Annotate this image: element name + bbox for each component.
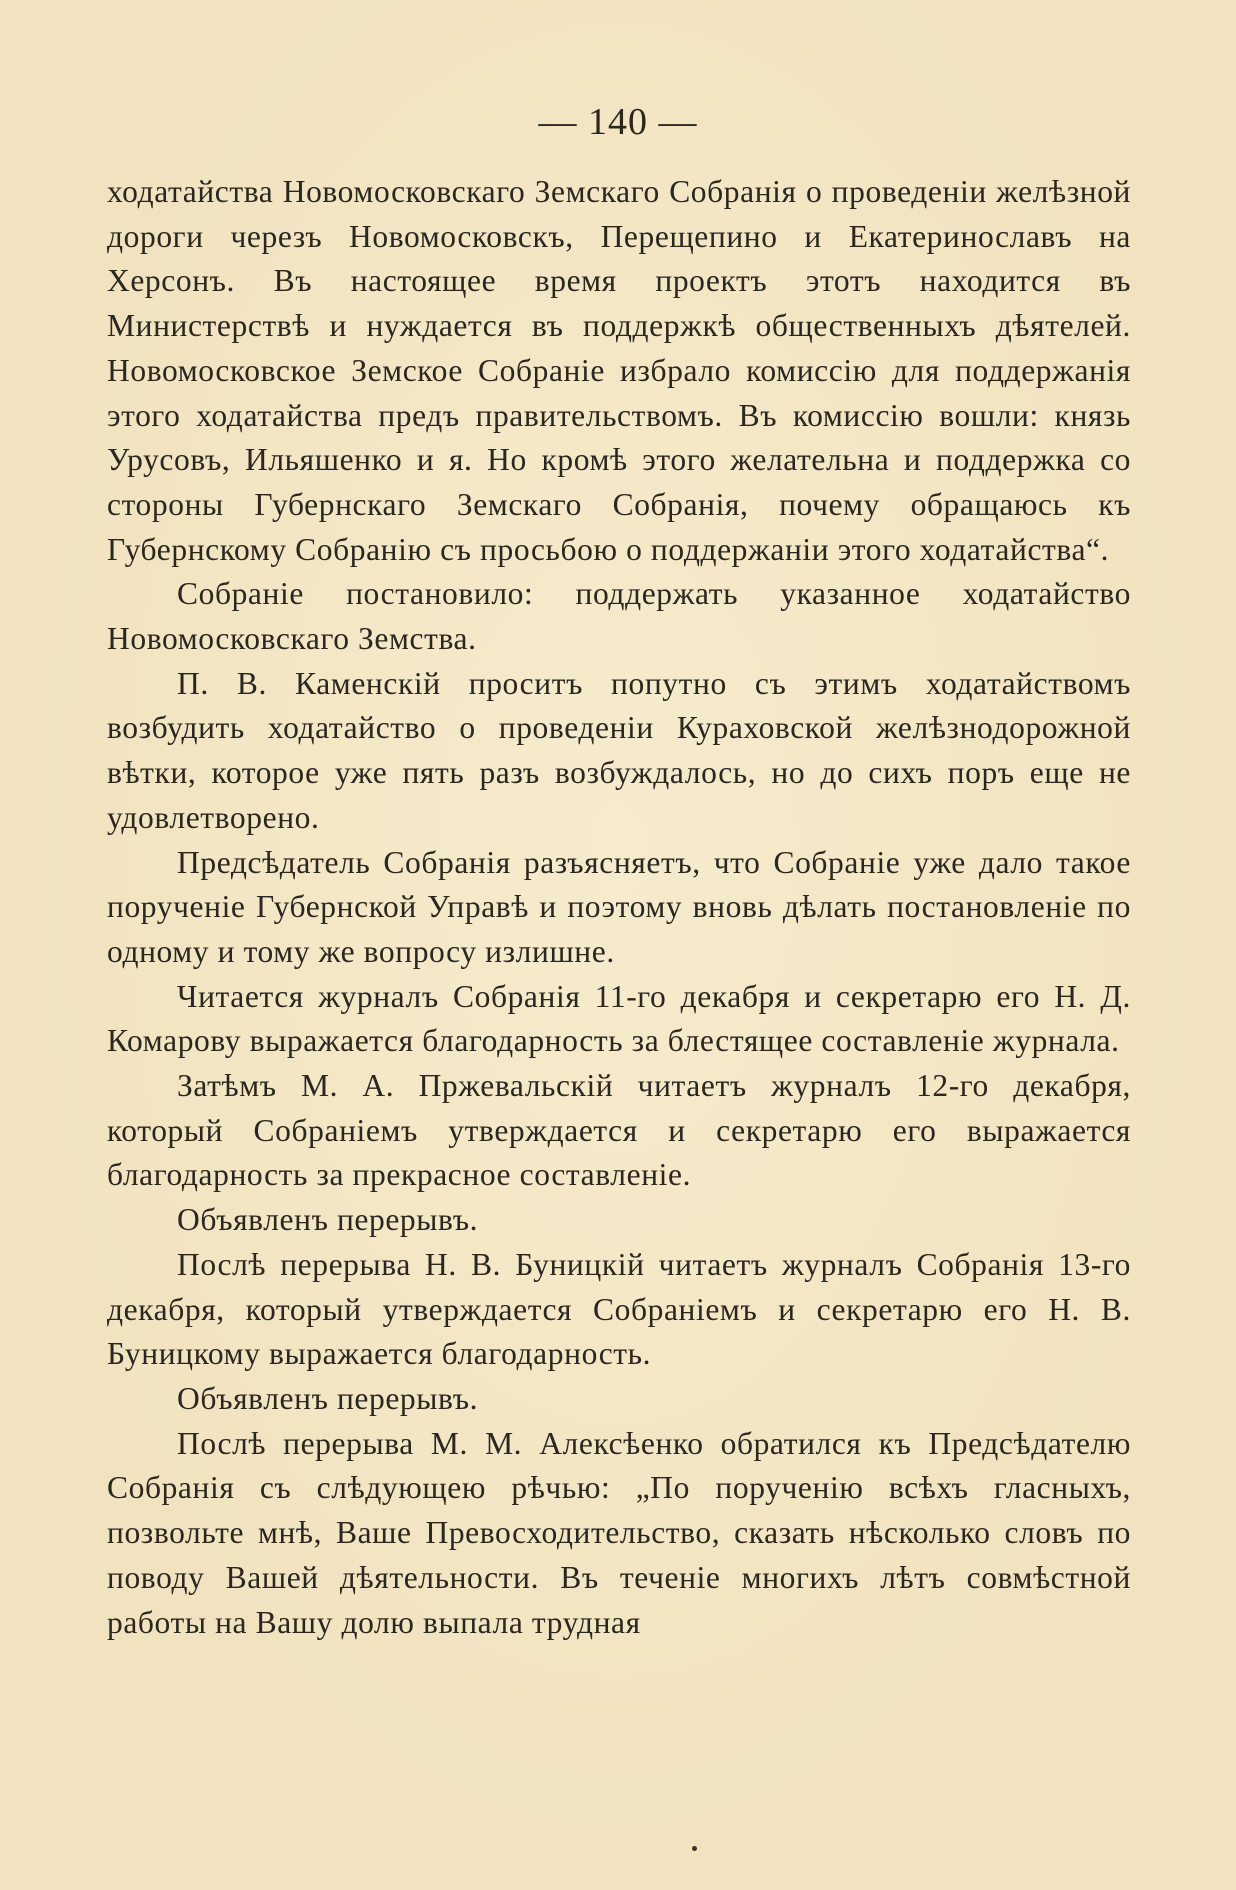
paragraph: Послѣ перерыва М. М. Алексѣенко обратился къ Предсѣдателю Собранія съ слѣдующею рѣчью: „По порученію всѣхъ гласныхъ, позвольте мнѣ, Ваше Превосходительство, сказать нѣсколько словъ по поводу Вашей дѣятельности. Въ теченіе многихъ лѣтъ совмѣстной работы на Вашу долю выпала трудная — [107, 1425, 1131, 1640]
paragraph: Затѣмъ М. А. Пржевальскій читаетъ журналъ 12-го декабря, который Собраніемъ утверждается и секретарю его выражается благодарность за прекрасное составленіе. — [107, 1068, 1131, 1193]
paragraph: Объявленъ перерывъ. — [177, 1380, 479, 1416]
paragraph: Читается журналъ Собранія 11-го декабря и секретарю его Н. Д. Комарову выражается благодарность за блестящее составленіе журнала. — [107, 978, 1131, 1059]
paragraph: Собраніе постановило: поддержать указанное ходатайство Новомосковскаго Земства. — [107, 576, 1131, 657]
paragraph-continued: ходатайства Новомосковскаго Земскаго Собранія о проведеніи желѣзной дороги черезъ Новомосковскъ, Перещепино и Екатеринославъ на Херсонъ. Въ настоящее время проектъ этотъ находится въ Министерствѣ и нуждается въ поддержкѣ общественныхъ дѣятелей. Новомосковское Земское Собраніе избрало комиссію для поддержанія этого ходатайства предъ правительствомъ. Въ комиссію вошли: князь Урусовъ, Ильяшенко и я. Но кромѣ этого желательна и поддержка со стороны Губернскаго Земскаго Собранія, почему обращаюсь къ Губернскому Собранію съ просьбою о поддержаніи этого ходатайства“. — [107, 174, 1131, 567]
paragraph: Объявленъ перерывъ. — [177, 1202, 479, 1238]
paragraph: Послѣ перерыва Н. В. Буницкій читаетъ журналъ Собранія 13-го декабря, который утверждается Собраніемъ и секретарю его Н. В. Буницкому выражается благодарность. — [107, 1246, 1131, 1372]
paragraph: Предсѣдатель Собранія разъясняетъ, что Собраніе уже дало такое порученіе Губернской Управѣ и поэтому вновь дѣлать постановленіе по одному и тому же вопросу излишне. — [107, 844, 1131, 969]
ink-speck — [692, 1846, 697, 1851]
body-text — [107, 170, 1131, 1645]
page-number: — 140 — — [538, 101, 698, 143]
paragraph: П. В. Каменскій проситъ попутно съ этимъ ходатайствомъ возбудить ходатайство о проведеніи Кураховской желѣзнодорожной вѣтки, которое уже пять разъ возбуждалось, но до сихъ поръ еще не удовлетворено. — [107, 665, 1131, 835]
